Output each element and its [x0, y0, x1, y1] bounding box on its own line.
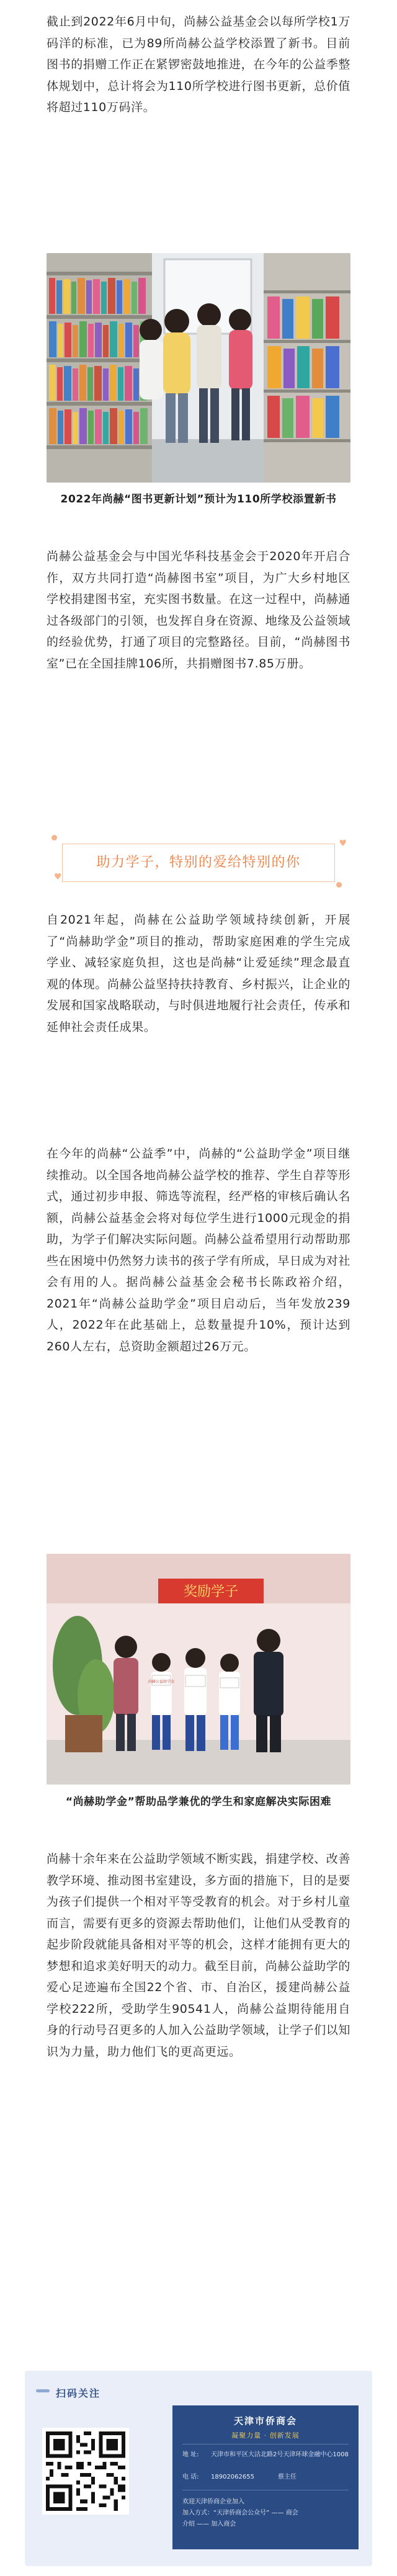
join-text-3: 介绍 —— 加入商会 [182, 2521, 236, 2528]
library-photo-caption: 2022年尚赫“图书更新计划”预计为110所学校添置新书 [60, 493, 337, 506]
article-paragraph-2: 尚赫公益基金会与中国光华科技基金会于2020年开启合作，双方共同打造“尚赫图书室”项目，为广大乡村地区学校捐建图书室，充实图书数量。在这一过程中，尚赫通过各级部门的引领，也发挥自身在资源、地缘及公益领域的经验优势，打通了项目的完整路径。目前，“尚赫图书室”已在全国挂牌106所，共捐赠图书7.85万册。 [47, 550, 351, 671]
card-divider [182, 2444, 349, 2445]
footer-follow-panel [25, 2371, 372, 2566]
decor-dot-icon [51, 835, 57, 840]
article-paragraph-3: 自2021年起，尚赫在公益助学领域持续创新，开展了“尚赫助学金”项目的推动，帮助家庭困难的学生完成学业、减轻家庭负担，这也是尚赫“让爱延续”理念最直观的体现。尚赫公益坚持扶持教育、乡村振兴，让企业的发展和国家战略联动，与时俱进地履行社会责任，传承和延伸社会责任成果。 [47, 913, 351, 1034]
section-heading-text: 助力学子，特别的爱给特别的你 [96, 855, 301, 870]
contact-card [172, 2405, 359, 2549]
org-name: 天津市侨商会 [233, 2415, 297, 2427]
join-text-2: 加入方式：“天津侨商会公众号” —— 商会 [182, 2510, 298, 2516]
heart-icon: ♥ [339, 839, 347, 849]
decor-dot-icon [336, 882, 342, 888]
qr-code[interactable] [42, 2428, 129, 2515]
award-photo [47, 1554, 350, 1785]
address-label: 地 址: [182, 2451, 199, 2458]
article-paragraph-1: 截止到2022年6月中旬，尚赫公益基金会以每所学校1万码洋的标准，已为89所尚赫公益学校添置了新书。目前图书的捐赠工作正在紧锣密鼓地推进，在今年的公益季整体规划中，总计将会为110所学校进行图书更新，总价值将超过110万码洋。 [47, 15, 351, 114]
section-heading [47, 832, 350, 894]
join-text-1: 欢迎天津侨商企业加入 [182, 2498, 244, 2505]
article-paragraph-5: 尚赫十余年来在公益助学领域不断实践，捐建学校、改善教学环境、推动图书室建设，多方面的措施下，目的是要为孩子们提供一个相对平等受教育的机会。对于乡村儿童而言，需要有更多的资源去帮助他们，让他们从受教育的起步阶段就能具备相对平等的机会，这样才能拥有更大的梦想和追求美好明天的动力。截至目前，尚赫公益助学的爱心足迹遍布全国22个省、市、自治区，援建尚赫公益学校222所，受助学生90541人，尚赫公益期待能用自身的行动号召更多的人加入公益助学领域，让学子们以知识为力量，助力他们飞的更高更远。 [47, 1852, 351, 2059]
award-photo-caption: “尚赫助学金”帮助品学兼优的学生和家庭解决实际困难 [65, 1796, 332, 1808]
phone-value[interactable]: 18902062655 [211, 2474, 254, 2480]
contact-person: 蔡主任 [278, 2474, 297, 2480]
library-photo-image [47, 253, 350, 483]
qr-code-icon [46, 2431, 125, 2511]
org-slogan: 凝聚力量 · 创新发展 [231, 2431, 300, 2440]
award-sign-text: 尚赫公益助学金 [148, 1680, 175, 1684]
article-paragraph-4: 在今年的尚赫“公益季”中，尚赫的“公益助学金”项目继续推动。以全国各地尚赫公益学校的推荐、学生自荐等形式，通过初步申报、筛选等流程，经严格的审核后确认名额，尚赫公益基金会将对每位学生进行1000元现金的捐助，为学子们解决实际问题。尚赫公益希望用行动帮助那些在困境中仍然努力读书的孩子学有所成，早日成为对社会有用的人。据尚赫公益基金会秘书长陈政裕介绍，2021年“尚赫公益助学金”项目启动后，当年发放239人，2022年在此基础上，总数量提升10%，预计达到260人左右，总资助金额超过26万元。 [47, 1147, 351, 1353]
address-value: 天津市和平区大沽北路2号天津环球金融中心1008 [211, 2451, 349, 2458]
award-banner-text: 奖励学子 [183, 1584, 239, 1600]
follow-label: 扫码关注 [56, 2387, 101, 2399]
follow-decor-bar [36, 2389, 50, 2392]
phone-label: 电 话: [182, 2474, 199, 2480]
library-photo [47, 253, 350, 483]
heart-icon: ♥ [54, 872, 62, 882]
award-photo-image [47, 1554, 350, 1785]
